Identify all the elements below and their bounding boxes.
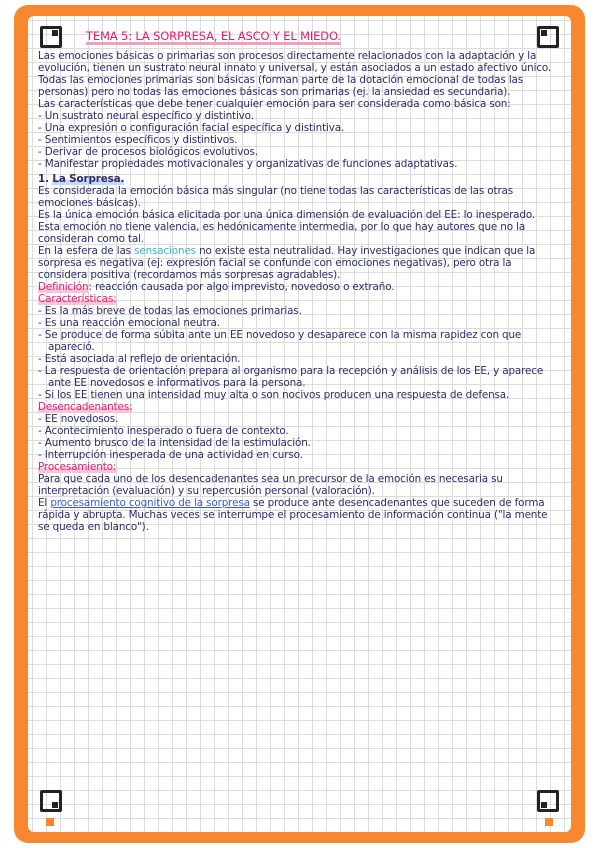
section-number: 1. <box>38 173 49 185</box>
characteristics-label: Características: <box>38 293 117 305</box>
characteristics-list <box>38 305 558 401</box>
orange-square-icon <box>545 818 553 826</box>
intro-paragraph-1: Las emociones básicas o primarias son procesos directamente relacionados con la adaptación y la evolución, tienen un sustrato neural innato y universal, y están asociados a un estado afectivo único. <box>38 50 552 74</box>
section-heading <box>38 173 558 185</box>
list-item: - Un sustrato neural específico y distintivo. <box>38 110 558 122</box>
list-item: - La respuesta de orientación prepara al organismo para la recepción y análisis de los EE, y aparece ante EE novedosos e informativos para la persona. <box>38 365 558 389</box>
sorpresa-paragraph-4: En la esfera de las sensaciones no existe esta neutralidad. Hay investigaciones que indican que la sorpresa es negativa (ej: expresión facial se confunde con emociones negativas), pero otra la considera positiva (recordamos más sorpresas agradables). <box>38 245 536 281</box>
section-title: La Sorpresa. <box>52 173 125 185</box>
basic-emotion-criteria-list <box>38 110 558 170</box>
list-item: - Una expresión o configuración facial específica y distintiva. <box>38 122 558 134</box>
processing-paragraph-1: Para que cada uno de los desencadenantes sea un precursor de la emoción es necesaria su interpretación (evaluación) y su repercusión personal (valoración). <box>38 473 503 497</box>
list-item: - Es la más breve de todas las emociones primarias. <box>38 305 558 317</box>
list-item: - Interrupción inesperada de una actividad en curso. <box>38 449 558 461</box>
list-item: - EE novedosos. <box>38 413 558 425</box>
list-item: - Aumento brusco de la intensidad de la estimulación. <box>38 437 558 449</box>
sorpresa-paragraph-1: Es considerada la emoción básica más singular (no tiene todas las características de las otras emociones básicas). <box>38 185 514 209</box>
definition: Definición: reacción causada por algo imprevisto, novedoso o extraño. <box>38 281 395 293</box>
page-title: TEMA 5: LA SORPRESA, EL ASCO Y EL MIEDO. <box>86 29 341 43</box>
list-item: - Manifestar propiedades motivacionales y organizativas de funciones adaptativas. <box>38 158 558 170</box>
definition-label: Definición <box>38 281 89 293</box>
highlighted-term: procesamiento cognitivo de la sorpresa <box>50 497 250 509</box>
notebook-page <box>28 16 571 832</box>
list-item: - Sentimientos específicos y distintivos. <box>38 134 558 146</box>
list-item: - Es una reacción emocional neutra. <box>38 317 558 329</box>
corner-marker-icon <box>537 790 559 812</box>
sorpresa-paragraph-3: Esta emoción no tiene valencia, es hedónicamente intermedia, por lo que hay autores que no la consideran como tal. <box>38 221 526 245</box>
intro-paragraph-2: Todas las emociones primarias son básicas (forman parte de la dotación emocional de todas las personas) pero no todas las emociones básicas son primarias (ej. la ansiedad es secundaria). <box>38 74 524 98</box>
list-item: - Se produce de forma súbita ante un EE novedoso y desaparece con la misma rapidez con que apareció. <box>38 329 558 353</box>
list-item: - Acontecimiento inesperado o fuera de contexto. <box>38 425 558 437</box>
triggers-label: Desencadenantes: <box>38 401 133 413</box>
sorpresa-paragraph-2: Es la única emoción básica elicitada por una única dimensión de evaluación del EE: lo inesperado. <box>38 209 536 221</box>
intro-paragraph-3: Las características que debe tener cualquier emoción para ser considerada como básica son: <box>38 98 511 110</box>
highlighted-term: sensaciones <box>134 245 196 257</box>
orange-square-icon <box>46 818 54 826</box>
processing-paragraph-2: El procesamiento cognitivo de la sorpresa se produce ante desencadenantes que suceden de forma rápida y abrupta. Muchas veces se interrumpe el procesamiento de información continua ("la mente se queda en blanco"). <box>38 497 548 533</box>
corner-marker-icon <box>40 790 62 812</box>
list-item: - Está asociada al reflejo de orientación. <box>38 353 558 365</box>
processing-label: Procesamiento: <box>38 461 117 473</box>
notes-content <box>38 28 558 533</box>
list-item: - Derivar de procesos biológicos evolutivos. <box>38 146 558 158</box>
triggers-list <box>38 413 558 461</box>
list-item: - Si los EE tienen una intensidad muy alta o son nocivos producen una respuesta de defensa. <box>38 389 558 401</box>
